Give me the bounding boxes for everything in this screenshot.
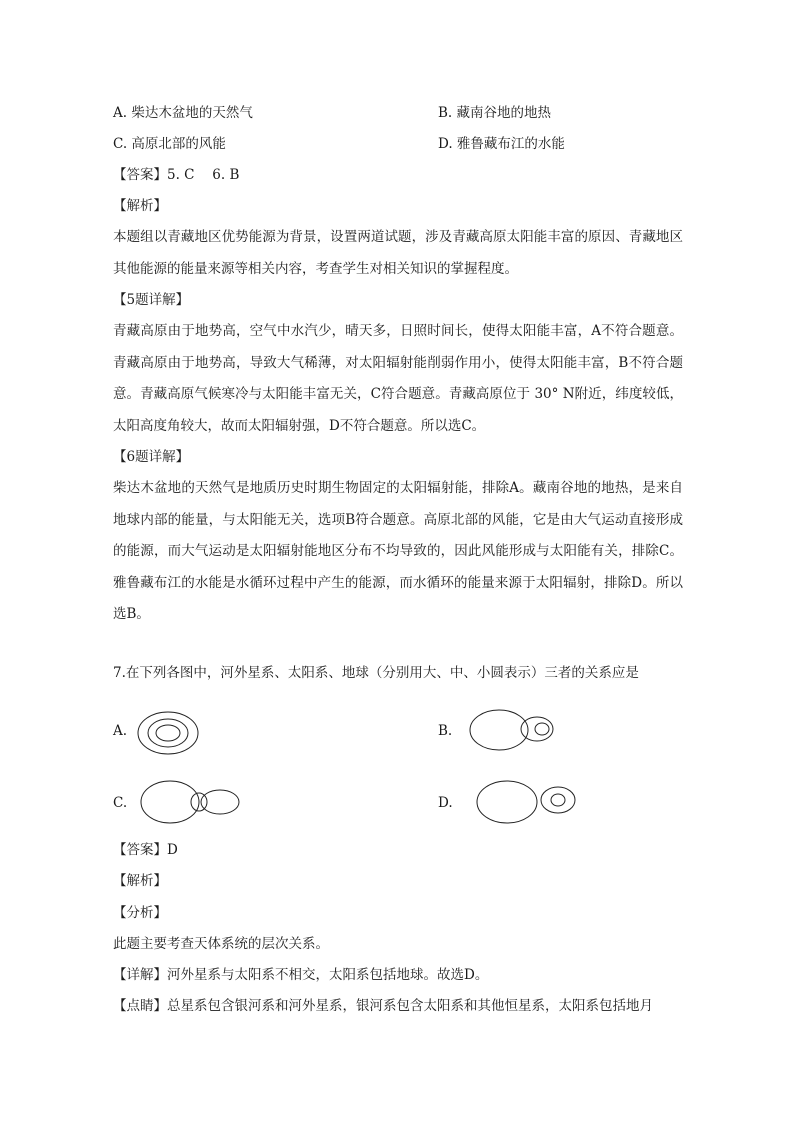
analysis-heading: 【解析】	[113, 198, 167, 214]
q7-answer: 【答案】D	[113, 842, 178, 858]
q5-heading: 【5题详解】	[113, 292, 190, 308]
q6-heading: 【6题详解】	[113, 449, 190, 465]
large-circle	[141, 781, 199, 823]
option-b: B. 藏南谷地的地热	[438, 105, 552, 121]
option-d: D. 雅鲁藏布江的水能	[438, 136, 565, 152]
diagram-c	[136, 775, 246, 831]
q7-label-c: C.	[113, 795, 128, 811]
answer-5-6: 【答案】5. C 6. B	[113, 167, 240, 183]
small-circle	[551, 794, 565, 806]
q7-label-a: A.	[113, 723, 128, 739]
medium-circle	[541, 787, 575, 813]
option-a: A. 柴达木盆地的天然气	[113, 105, 253, 121]
q5-detail: 青藏高原由于地势高，空气中水汽少，晴天多，日照时间长，使得太阳能丰富，A不符合题意。青藏高原由于地势高，导致大气稀薄，对太阳辐射能削弱作用小，使得太阳能丰富，B不符合题意。青藏高原气候寒冷与太阳能丰富无关，C符合题意。青藏高原位于 30° N附近，纬度较低，太阳高度角较大，故而太阳辐射强，D不符合题意。所以选C。	[113, 323, 683, 434]
q7-dianjing: 【点睛】总星系包含银河系和河外星系，银河系包含太阳系和其他恒星系，太阳系包括地月	[113, 998, 653, 1014]
q7-question: 7.在下列各图中，河外星系、太阳系、地球（分别用大、中、小圆表示）三者的关系应是	[113, 665, 639, 681]
diagram-d	[474, 775, 584, 831]
q7-label-b: B.	[438, 723, 453, 739]
analysis-text: 本题组以青藏地区优势能源为背景，设置两道试题，涉及青藏高原太阳能丰富的原因、青藏地区其他能源的能量来源等相关内容，考查学生对相关知识的掌握程度。	[113, 229, 683, 277]
option-c: C. 高原北部的风能	[113, 136, 226, 152]
diagram-b	[468, 703, 568, 759]
medium-circle	[148, 719, 188, 747]
medium-circle	[521, 717, 553, 741]
large-circle	[477, 781, 537, 823]
large-circle	[138, 712, 198, 754]
q7-detail: 【详解】河外星系与太阳系不相交，太阳系包括地球。故选D。	[113, 967, 489, 983]
q7-label-d: D.	[438, 795, 453, 811]
small-circle	[535, 723, 549, 735]
q6-detail: 柴达木盆地的天然气是地质历史时期生物固定的太阳辐射能，排除A。藏南谷地的地热，是来自地球内部的能量，与太阳能无关，选项B符合题意。高原北部的风能，它是由大气运动直接形成的能源，而大气运动是太阳辐射能地区分布不均导致的，因此风能形成与太阳能有关，排除C。雅鲁藏布江的水能是水循环过程中产生的能源，而水循环的能量来源于太阳辐射，排除D。所以选B。	[113, 480, 683, 623]
large-circle	[470, 710, 528, 750]
small-circle	[156, 725, 180, 741]
q7-fenxi-heading: 【分析】	[113, 905, 167, 921]
q7-analysis-heading: 【解析】	[113, 873, 167, 889]
q7-fenxi-text: 此题主要考查天体系统的层次关系。	[113, 936, 329, 952]
diagram-a	[136, 705, 226, 761]
